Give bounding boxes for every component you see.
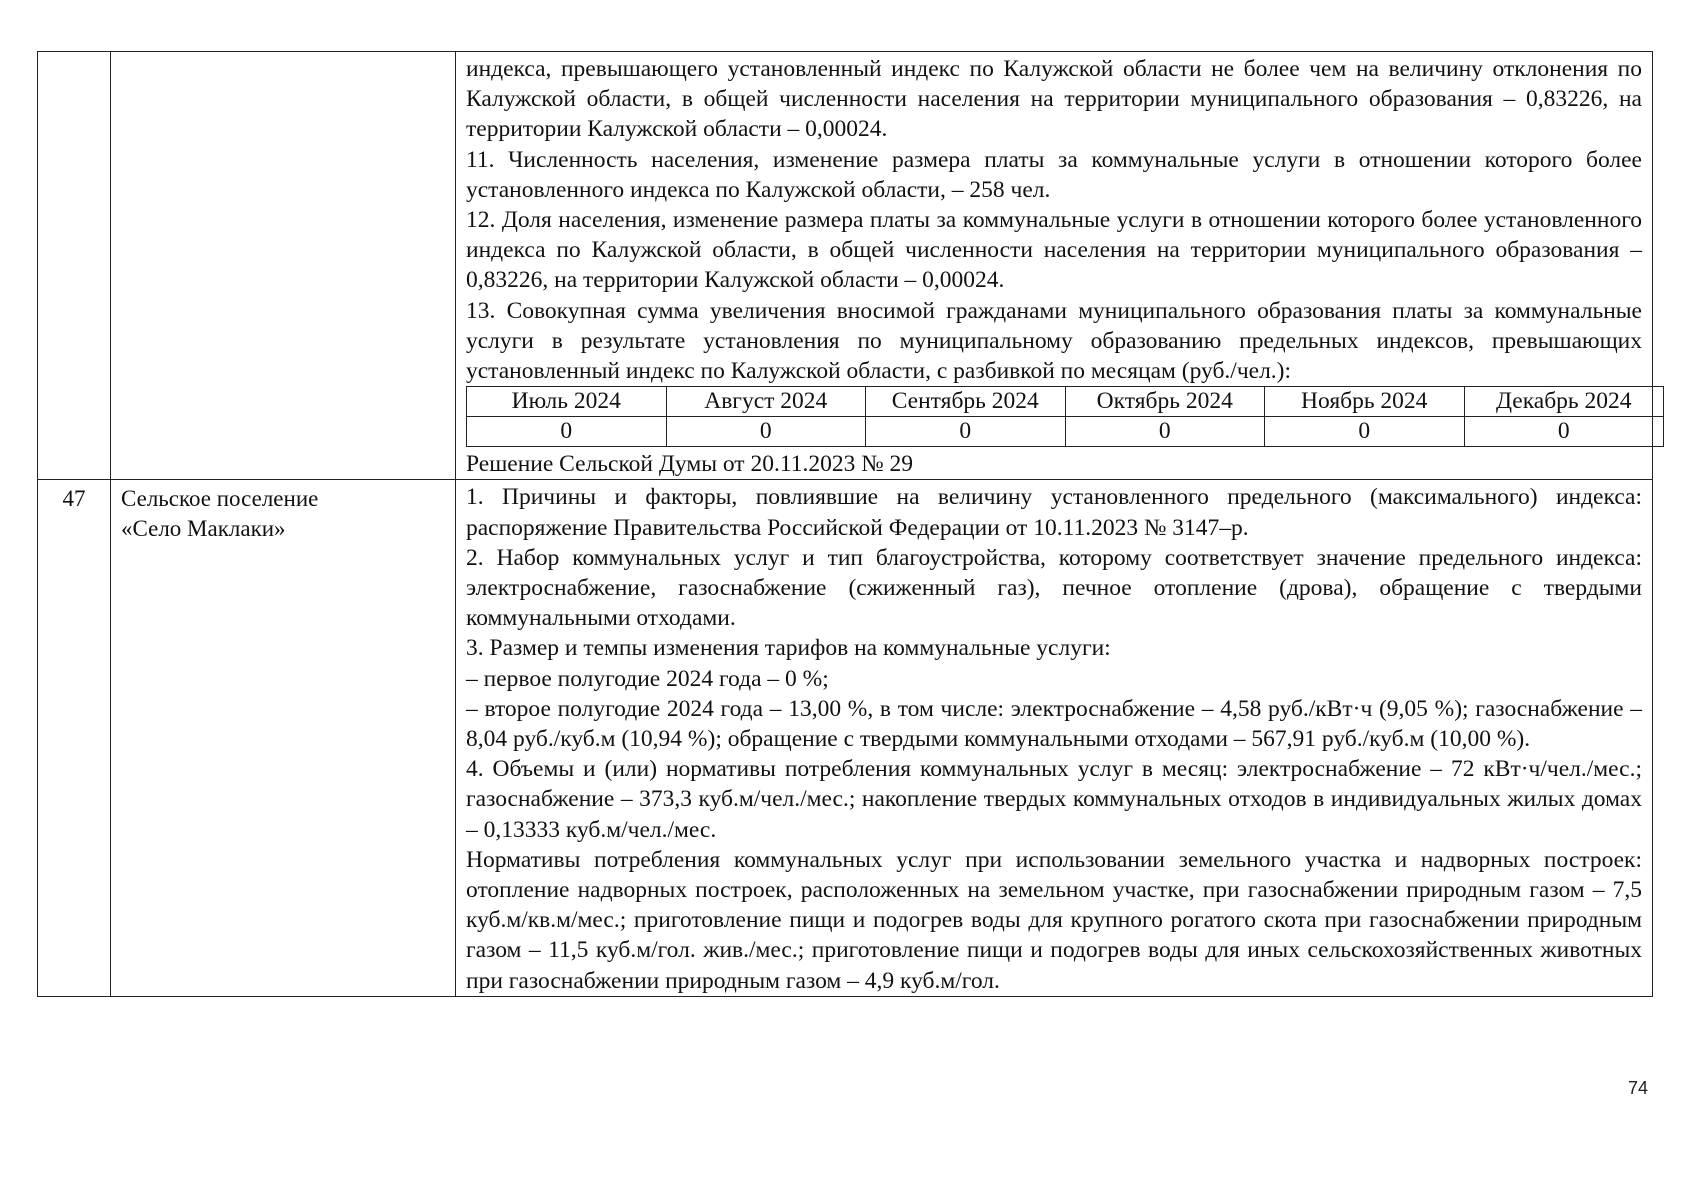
month-value: 0 xyxy=(1065,417,1265,447)
row-number-cell xyxy=(38,52,111,480)
page-number: 74 xyxy=(1628,1078,1649,1098)
table-row-previous xyxy=(38,52,1653,480)
decision-reference: Решение Сельской Думы от 20.11.2023 № 29 xyxy=(466,451,914,478)
paragraph-1: 1. Причины и факторы, повлиявшие на величину установленного предельного (максимального) индекса: распоряжение Правительства Российской Федерации от 10.11.2023 № 3147–р. xyxy=(466,484,1642,541)
municipality-name: «Село Маклаки» xyxy=(121,516,286,542)
month-header: Июль 2024 xyxy=(467,387,667,417)
month-value: 0 xyxy=(1464,417,1664,447)
paragraph-13: 13. Совокупная сумма увеличения вносимой гражданами муниципального образования платы за коммунальные услуги в результате установления по муниципальному образованию предельных индексов, превышающих установленный индекс по Калужской области, с разбивкой по месяцам (руб./чел.): xyxy=(466,297,1642,385)
municipality-name-cell xyxy=(111,480,456,996)
details-cell xyxy=(456,480,1653,996)
paragraph-norms: Нормативы потребления коммунальных услуг при использовании земельного участка и надворных построек: отопление надворных построек, расположенных на земельном участке, при газоснабжении природным газом – 7,5 куб.м/кв.м/мес.; приготовление пищи и подогрев воды для крупного рогатого скота при газоснабжении природным газом – 11,5 куб.м/гол. жив./мес.; приготовление пищи и подогрев воды для иных сельскохозяйственных животных при газоснабжении природным газом – 4,9 куб.м/гол. xyxy=(466,846,1642,994)
monthly-increase-table xyxy=(466,386,1664,447)
details-cell xyxy=(456,52,1653,480)
municipality-name-cell xyxy=(111,52,456,480)
month-header: Ноябрь 2024 xyxy=(1265,387,1465,417)
month-header: Август 2024 xyxy=(666,387,866,417)
month-value: 0 xyxy=(666,417,866,447)
months-header-row xyxy=(467,387,1664,417)
indices-table xyxy=(37,51,1653,997)
municipality-type: Сельское поселение xyxy=(121,486,319,512)
paragraph-4: 4. Объемы и (или) нормативы потребления коммунальных услуг в месяц: электроснабжение – 72 кВт·ч/чел./мес.; газоснабжение – 373,3 куб.м/чел./мес.; накопление твердых коммунальных отходов в индивидуальных жилых домах – 0,13333 куб.м/чел./мес. xyxy=(466,756,1642,843)
paragraph-11: 11. Численность населения, изменение размера платы за коммунальные услуги в отношении которого более установленного индекса по Калужской области, – 258 чел. xyxy=(466,146,1642,203)
month-header: Октябрь 2024 xyxy=(1065,387,1265,417)
paragraph-3-first-half: – первое полугодие 2024 года – 0 %; xyxy=(466,665,829,692)
table-row-47 xyxy=(38,480,1653,996)
paragraph-2: 2. Набор коммунальных услуг и тип благоустройства, которому соответствует значение предельного индекса: электроснабжение, газоснабжение (сжиженный газ), печное отопление (дрова), обращение с твердыми коммунальными отходами. xyxy=(466,544,1642,632)
row-number-cell: 47 xyxy=(38,480,111,996)
month-value: 0 xyxy=(467,417,667,447)
paragraph-3: 3. Размер и темпы изменения тарифов на коммунальные услуги: xyxy=(466,635,1111,662)
paragraph-10-continued: индекса, превышающего установленный индекс по Калужской области не более чем на величину отклонения по Калужской области, в общей численности населения на территории муниципального образования – 0,83226, на территории Калужской области – 0,00024. xyxy=(466,56,1642,143)
month-value: 0 xyxy=(866,417,1066,447)
month-header: Декабрь 2024 xyxy=(1464,387,1664,417)
paragraph-12: 12. Доля населения, изменение размера платы за коммунальные услуги в отношении которого более установленного индекса по Калужской области, в общей численности населения на территории муниципального образования – 0,83226, на территории Калужской области – 0,00024. xyxy=(466,207,1642,294)
months-values-row xyxy=(467,417,1664,447)
month-header: Сентябрь 2024 xyxy=(866,387,1066,417)
paragraph-3-second-half: – второе полугодие 2024 года – 13,00 %, в том числе: электроснабжение – 4,58 руб./кВт·ч (9,05 %); газоснабжение – 8,04 руб./куб.м (10,94 %); обращение с твердыми коммунальными отходами – 567,91 руб./куб.м (10,00 %). xyxy=(466,695,1642,753)
month-value: 0 xyxy=(1265,417,1465,447)
